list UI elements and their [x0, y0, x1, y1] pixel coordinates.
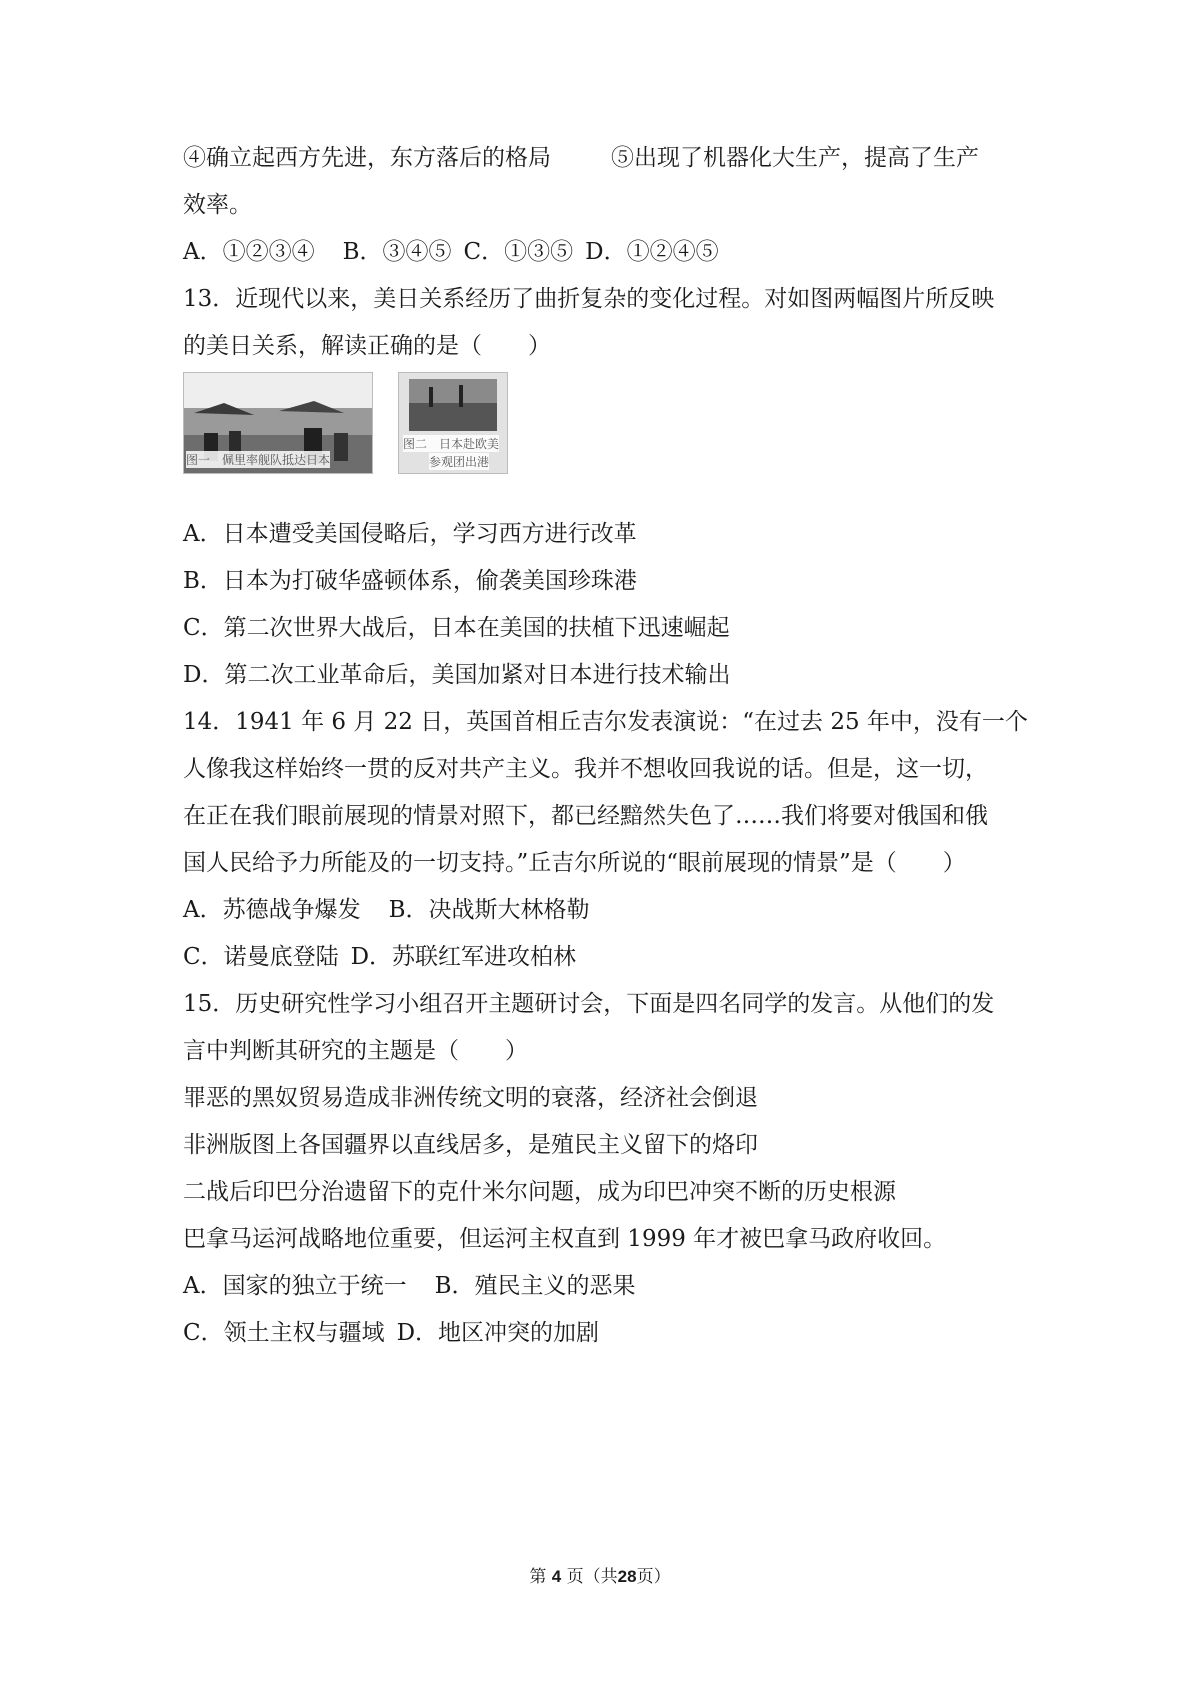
q12-item-5-cont: 效率。: [183, 192, 252, 218]
q12-option-line-4-5: [183, 142, 979, 174]
q14-stem-1: 14．1941 年 6 月 22 日，英国首相丘吉尔发表演说：“在过去 25 年中，没有一个: [183, 709, 1028, 735]
q15-choice-d: D．地区冲突的加剧: [396, 1320, 600, 1346]
q13-choice-d: D．第二次工业革命后，美国加紧对日本进行技术输出: [183, 662, 731, 688]
q15-choices-cd: [183, 1317, 599, 1349]
q15-choices-ab: [183, 1270, 636, 1302]
footer-total-pages: 28: [617, 1567, 637, 1586]
q14-choices-cd: [183, 941, 576, 973]
figure-2-photo: [398, 372, 508, 474]
footer-middle: 页（共: [566, 1567, 618, 1587]
q14-choice-a: A．苏德战争爆发: [183, 897, 361, 923]
q13-choice-c: C．第二次世界大战后，日本在美国的扶植下迅速崛起: [183, 615, 730, 641]
q15-statement-2: 非洲版图上各国疆界以直线居多，是殖民主义留下的烙印: [183, 1132, 758, 1158]
q15-stem-2: 言中判断其研究的主题是（ ）: [183, 1038, 528, 1064]
figure-2-caption-line-2: 参观团出港: [429, 455, 490, 469]
figure-2-caption-line-1: 图二 日本赴欧美: [403, 437, 500, 451]
q13-stem-2: 的美日关系，解读正确的是（ ）: [183, 333, 551, 359]
q12-choice-a: A．①②③④: [183, 239, 315, 265]
q15-statement-1: 罪恶的黑奴贸易造成非洲传统文明的衰落，经济社会倒退: [183, 1085, 758, 1111]
figure-1-caption: 图一 佩里率舰队抵达日本: [186, 453, 331, 467]
q13-choice-a: A．日本遭受美国侵略后，学习西方进行改革: [183, 521, 637, 547]
q12-choice-d: D．①②④⑤: [585, 239, 719, 265]
q14-choice-d: D．苏联红军进攻柏林: [350, 944, 577, 970]
q12-choices: [183, 236, 719, 268]
figure-1-photo: [183, 372, 373, 474]
q14-choice-b: B．决战斯大林格勒: [388, 897, 590, 923]
q13-stem-1: 13．近现代以来，美日关系经历了曲折复杂的变化过程。对如图两幅图片所反映: [183, 286, 995, 312]
footer-suffix: 页）: [636, 1567, 671, 1587]
q13-choice-b: B．日本为打破华盛顿体系，偷袭美国珍珠港: [183, 568, 637, 594]
q15-statement-4: 巴拿马运河战略地位重要，但运河主权直到 1999 年才被巴拿马政府收回。: [183, 1226, 947, 1252]
q14-choices-ab: [183, 894, 590, 926]
q15-stem-1: 15．历史研究性学习小组召开主题研讨会，下面是四名同学的发言。从他们的发: [183, 991, 995, 1017]
footer-page-number: 4: [551, 1567, 562, 1586]
q15-choice-c: C．领土主权与疆域: [183, 1320, 385, 1346]
footer-prefix: 第: [529, 1567, 547, 1587]
q15-statement-3: 二战后印巴分治遗留下的克什米尔问题，成为印巴冲突不断的历史根源: [183, 1179, 896, 1205]
q12-choice-b: B．③④⑤: [342, 239, 452, 265]
q14-choice-c: C．诺曼底登陆: [183, 944, 339, 970]
q14-stem-3: 在正在我们眼前展现的情景对照下，都已经黯然失色了……我们将要对俄国和俄: [183, 803, 988, 829]
q12-item-5: ⑤出现了机器化大生产，提高了生产: [611, 145, 979, 171]
q12-item-4: ④确立起西方先进，东方落后的格局: [183, 145, 551, 171]
q15-choice-b: B．殖民主义的恶果: [434, 1273, 636, 1299]
q15-choice-a: A．国家的独立于统一: [183, 1273, 407, 1299]
q14-stem-2: 人像我这样始终一贯的反对共产主义。我并不想收回我说的话。但是，这一切，: [183, 756, 988, 782]
q14-stem-4: 国人民给予力所能及的一切支持。”丘吉尔所说的“眼前展现的情景”是（ ）: [183, 850, 966, 876]
q12-choice-c: C．①③⑤: [463, 239, 574, 265]
page-footer: [0, 1562, 1200, 1587]
